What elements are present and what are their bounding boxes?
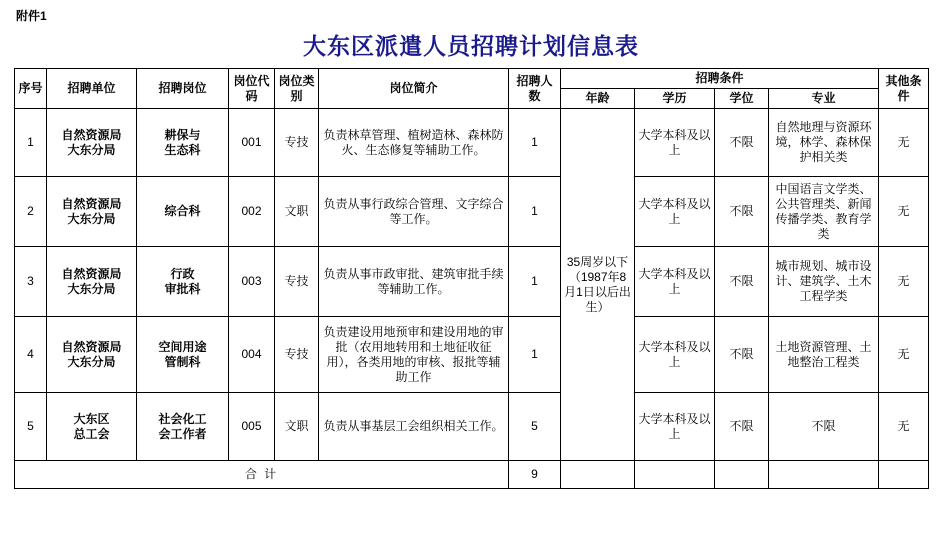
total-headcount: 9 bbox=[509, 461, 561, 489]
attachment-label: 附件1 bbox=[16, 9, 47, 23]
cell-unit: 自然资源局 大东分局 bbox=[47, 177, 137, 247]
cell-other: 无 bbox=[879, 317, 929, 393]
cell-post: 行政 审批科 bbox=[137, 247, 229, 317]
cell-education: 大学本科及以上 bbox=[635, 247, 715, 317]
header-description: 岗位简介 bbox=[319, 69, 509, 109]
cell-major: 不限 bbox=[769, 393, 879, 461]
cell-category: 文职 bbox=[275, 393, 319, 461]
cell-degree: 不限 bbox=[715, 317, 769, 393]
header-education: 学历 bbox=[635, 89, 715, 109]
header-code: 岗位代码 bbox=[229, 69, 275, 109]
header-major: 专业 bbox=[769, 89, 879, 109]
cell-unit: 大东区 总工会 bbox=[47, 393, 137, 461]
cell-category: 文职 bbox=[275, 177, 319, 247]
page-title: 大东区派遣人员招聘计划信息表 bbox=[303, 34, 639, 59]
header-category: 岗位类别 bbox=[275, 69, 319, 109]
cell-code: 005 bbox=[229, 393, 275, 461]
cell-other: 无 bbox=[879, 393, 929, 461]
cell-major: 土地资源管理、土地整治工程类 bbox=[769, 317, 879, 393]
cell-category: 专技 bbox=[275, 109, 319, 177]
cell-education: 大学本科及以上 bbox=[635, 109, 715, 177]
cell-post: 社会化工 会工作者 bbox=[137, 393, 229, 461]
total-degree-blank bbox=[715, 461, 769, 489]
cell-description: 负责从事行政综合管理、文字综合等工作。 bbox=[319, 177, 509, 247]
cell-other: 无 bbox=[879, 177, 929, 247]
cell-description: 负责从事基层工会组织相关工作。 bbox=[319, 393, 509, 461]
cell-seq: 5 bbox=[15, 393, 47, 461]
table-row bbox=[15, 393, 929, 461]
table-row bbox=[15, 177, 929, 247]
total-education-blank bbox=[635, 461, 715, 489]
cell-other: 无 bbox=[879, 247, 929, 317]
cell-post: 综合科 bbox=[137, 177, 229, 247]
total-major-blank bbox=[769, 461, 879, 489]
cell-unit: 自然资源局 大东分局 bbox=[47, 109, 137, 177]
cell-headcount: 1 bbox=[509, 247, 561, 317]
cell-code: 003 bbox=[229, 247, 275, 317]
header-headcount: 招聘人数 bbox=[509, 69, 561, 109]
total-label: 合 计 bbox=[15, 461, 509, 489]
cell-code: 002 bbox=[229, 177, 275, 247]
cell-degree: 不限 bbox=[715, 247, 769, 317]
cell-post: 空间用途 管制科 bbox=[137, 317, 229, 393]
header-unit: 招聘单位 bbox=[47, 69, 137, 109]
header-other: 其他条件 bbox=[879, 69, 929, 109]
table-row bbox=[15, 317, 929, 393]
cell-headcount: 5 bbox=[509, 393, 561, 461]
cell-major: 中国语言文学类、公共管理类、新闻传播学类、教育学类 bbox=[769, 177, 879, 247]
cell-seq: 2 bbox=[15, 177, 47, 247]
table-row bbox=[15, 247, 929, 317]
table-header-row-1 bbox=[15, 69, 929, 89]
table-row bbox=[15, 109, 929, 177]
total-age-blank bbox=[561, 461, 635, 489]
cell-code: 004 bbox=[229, 317, 275, 393]
header-degree: 学位 bbox=[715, 89, 769, 109]
cell-seq: 1 bbox=[15, 109, 47, 177]
cell-category: 专技 bbox=[275, 247, 319, 317]
cell-post: 耕保与 生态科 bbox=[137, 109, 229, 177]
cell-headcount: 1 bbox=[509, 109, 561, 177]
cell-education: 大学本科及以上 bbox=[635, 393, 715, 461]
cell-code: 001 bbox=[229, 109, 275, 177]
cell-major: 城市规划、城市设计、建筑学、土木工程学类 bbox=[769, 247, 879, 317]
cell-category: 专技 bbox=[275, 317, 319, 393]
header-conditions-group: 招聘条件 bbox=[561, 69, 879, 89]
header-post: 招聘岗位 bbox=[137, 69, 229, 109]
cell-headcount: 1 bbox=[509, 317, 561, 393]
recruitment-plan-table bbox=[14, 68, 929, 489]
cell-degree: 不限 bbox=[715, 393, 769, 461]
cell-unit: 自然资源局 大东分局 bbox=[47, 247, 137, 317]
cell-seq: 4 bbox=[15, 317, 47, 393]
cell-description: 负责建设用地预审和建设用地的审批（农用地转用和土地征收征用），各类用地的审核、报批等辅助工作 bbox=[319, 317, 509, 393]
cell-degree: 不限 bbox=[715, 109, 769, 177]
header-seq: 序号 bbox=[15, 69, 47, 109]
cell-education: 大学本科及以上 bbox=[635, 317, 715, 393]
cell-description: 负责林草管理、植树造林、森林防火、生态修复等辅助工作。 bbox=[319, 109, 509, 177]
cell-major: 自然地理与资源环境，林学、森林保护相关类 bbox=[769, 109, 879, 177]
cell-seq: 3 bbox=[15, 247, 47, 317]
cell-headcount: 1 bbox=[509, 177, 561, 247]
cell-education: 大学本科及以上 bbox=[635, 177, 715, 247]
cell-other: 无 bbox=[879, 109, 929, 177]
cell-age: 35周岁以下（1987年8月1日以后出生） bbox=[561, 109, 635, 461]
cell-unit: 自然资源局 大东分局 bbox=[47, 317, 137, 393]
cell-description: 负责从事市政审批、建筑审批手续等辅助工作。 bbox=[319, 247, 509, 317]
total-other-blank bbox=[879, 461, 929, 489]
header-age: 年龄 bbox=[561, 89, 635, 109]
cell-degree: 不限 bbox=[715, 177, 769, 247]
table-total-row bbox=[15, 461, 929, 489]
